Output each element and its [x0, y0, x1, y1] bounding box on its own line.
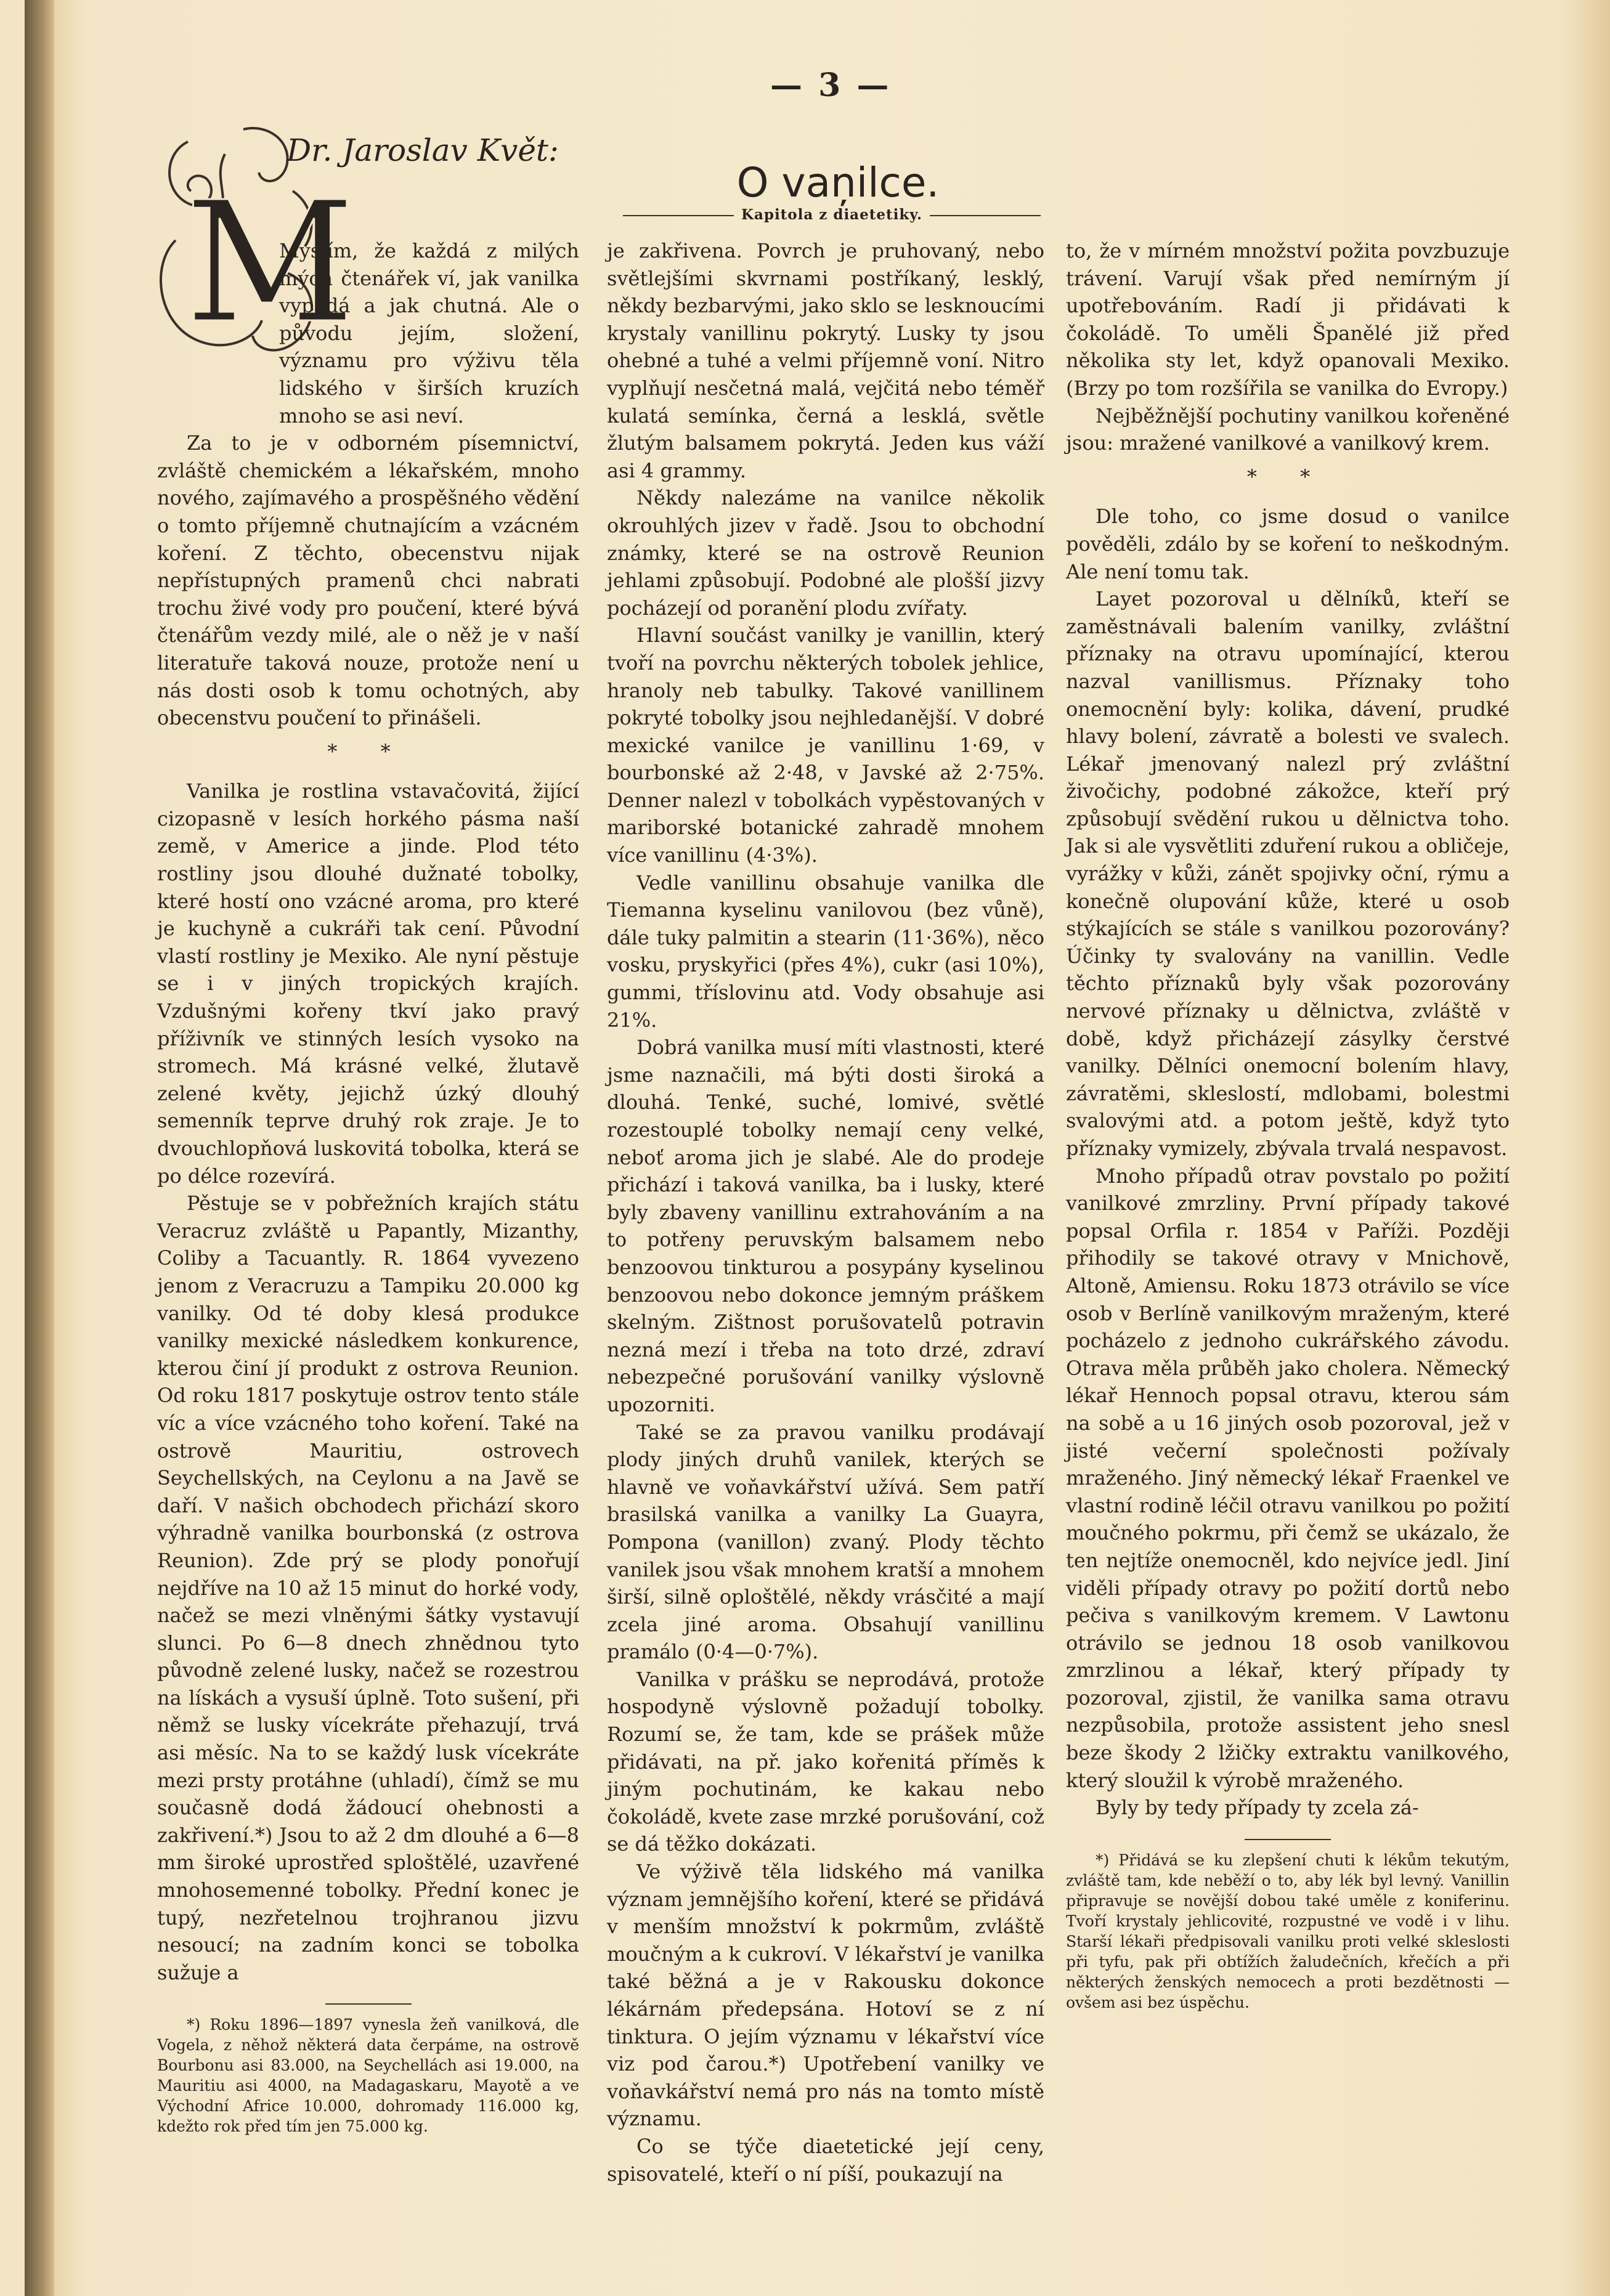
paragraph: to, že v mírném množství požita povzbuzuje trávení. Varují však před nemírným jí upotřebováním. Radí ji přidávati k čokoládě. To uměli Španělé již před několika sty let, když opanovali Mexiko. (Brzy po tom rozšířila se vanilka do Evropy.)	[1066, 239, 1510, 400]
paragraph: Dle toho, co jsme dosud o vanilce pověděli, zdálo by se koření to neškodným. Ale není tomu tak.	[1066, 505, 1510, 583]
footnote-rule	[325, 2003, 412, 2005]
page-number: — 3 —	[770, 67, 892, 104]
paragraph: Vanilka v prášku se neprodává, protože hospodyně výslovně požadují tobolky. Rozumí se, že tam, kde se prášek může přidávati, na př. jako kořenitá příměs k jiným pochutinám, ke kakau nebo čokoládě, kvete zase mrzké porušování, což se dá těžko dokázati.	[607, 1667, 1044, 1856]
binding-edge	[25, 0, 54, 2296]
column-2	[607, 237, 1044, 2188]
paragraph: Co se týče diaetetické její ceny, spisovatelé, kteří o ní píší, poukazují na	[607, 2134, 1044, 2186]
footnote: *) Přidává se ku zlepšení chuti k lékům tekutým, zvláště tam, kde neběží o to, aby lék byl levný. Vanillin připravuje se novější dobou také uměle z koniferinu. Tvoří krystaly jehlicovité, rozpustné ve vodě i v lihu. Starší lékaři předpisovali vanilku proti velké skleslosti při tyfu, pak při obtížích žaludečních, křečích a při některých ženských nemocech a proti bezdětnosti — ovšem asi bez úspěchu.	[1066, 1851, 1510, 2011]
paragraph: Nejběžnější pochutiny vanilkou kořeněné jsou: mražené vanilkové a vanilkový krem.	[1066, 404, 1510, 455]
footnote-rule	[1245, 1839, 1331, 1840]
paragraph: Také se za pravou vanilku prodávají plody jiných druhů vanilek, kterých se hlavně ve voňavkářství užívá. Sem patří brasilská vanilka a vanilky La Guayra, Pompona (vanillon) zvaný. Plody těchto vanilek jsou však mnohem kratší a mnohem širší, silně oploštělé, někdy vrásčité a mají zcela jiné aroma. Obsahují vanillinu pramálo (0·4—0·7%).	[607, 1420, 1044, 1664]
paragraph: Vanilka je rostlina vstavačovitá, žijící cizopasně v lesích horkého pásma naší země, v Americe a jinde. Plod této rostliny jsou dlouhé dužnaté tobolky, které hostí ono vzácné aroma, pro které je kuchyně a cukráři tak cení. Původní vlastí rostliny je Mexiko. Ale nyní pěstuje se i v jiných tropických krajích. Vzdušnými kořeny tkví jako pravý příživník ve stinných lesích vysoko na stromech. Má krásné velké, žlutavě zelené květy, jejichž úzký dlouhý semenník teprve druhý rok zraje. Je to dvouchlopňová luskovitá tobolka, která se po délce rozevírá.	[157, 779, 579, 1188]
column-1	[157, 237, 579, 2136]
footnote: *) Roku 1896—1897 vynesla žeň vanilková, dle Vogela, z něhož některá data čerpáme, na ostrově Bourbonu asi 83.000, na Seychellách asi 19.000, na Mauritiu asi 4000, na Madagaskaru, Mayotě a ve Východní Africe 10.000, dohromady 116.000 kg, kdežto rok před tím jen 75.000 kg.	[157, 2016, 579, 2136]
paragraph: Myslím, že každá z milých mých čtenářek ví, jak vanilka vypadá a jak chutná. Ale o původu jejím, složení, významu pro výživu těla lidského v širších kruzích mnoho se asi neví.	[279, 239, 579, 428]
paragraph: je zakřivena. Povrch je pruhovaný, nebo světlejšími skvrnami postříkaný, lesklý, někdy bezbarvými, jako sklo se lesknoucími krystaly vanillinu pokrytý. Lusky ty jsou ohebné a tuhé a velmi příjemně voní. Nitro vyplňují nesčetná malá, vejčitá nebo téměř kulatá semínka, černá a lesklá, světle žlutým balsamem pokrytá. Jeden kus váží asi 4 grammy.	[607, 239, 1044, 482]
author: Dr. Jaroslav Květ:	[287, 132, 559, 168]
article-subtitle	[598, 206, 1066, 223]
section-divider-stars: * *	[1246, 464, 1329, 489]
paragraph: Hlavní součást vanilky je vanillin, který tvoří na povrchu některých tobolek jehlice, hranoly neb tabulky. Takové vanillinem pokryté tobolky jsou nejhledanější. V dobré mexické vanilce je vanillinu 1·69, v bourbonské až 2·48, v Javské až 2·75%. Denner nalezl v tobolkách vypěstovaných v mariborské botanické zahradě mnohem více vanillinu (4·3%).	[607, 623, 1044, 867]
paragraph: Za to je v odborném písemnictví, zvláště chemickém a lékařském, mnoho nového, zajímavého a prospěšného vědění o tomto příjemně chutnajícím a vzácném koření. Z těchto, obecenstvu nijak nepřístupných pramenů chci nabrati trochu živé vody pro poučení, které bývá čtenářům vezdy milé, ale o něž je v naší literatuře taková nouze, protože není u nás dosti osob k tomu ochotných, aby obecenstvu poučení to přinášeli.	[157, 431, 579, 730]
column-3	[1066, 237, 1510, 2013]
paragraph: Byly by tedy případy ty zcela zá-	[1096, 1796, 1419, 1820]
section-divider-stars: * *	[327, 739, 409, 763]
paragraph: Dobrá vanilka musí míti vlastnosti, které jsme naznačili, má býti dosti široká a dlouhá. Tenké, suché, lomivé, světlé rozestouplé tobolky nemají ceny velké, neboť aroma jich je slabé. Ale do prodeje přichází i taková vanilka, ba i lusky, které byly zbaveny vanillinu extrahováním a na to potřeny peruvským balsamem nebo benzoovou tinkturou a posypány kyselinou benzoovou nebo dokonce jemným práškem skelným. Zištnost porušovatelů potravin nezná mezí i třeba na toto drzé, zdraví nebezpečné porušování vanilky výslovně upozorniti.	[607, 1036, 1044, 1416]
svg-text:M: M	[185, 166, 356, 360]
paragraph: Ve výživě těla lidského má vanilka význam jemnějšího koření, které se přidává v menším množství k pokrmům, zvláště moučným a k cukroví. V lékařství je vanilka také běžná a je v Rakousku dokonce lékárnám předepsána. Hotoví se z ní tinktura. O jejím významu v lékařství více viz pod čarou.*) Upotřebení vanilky ve voňavkářství nemá pro nás na tomto místě významu.	[607, 1860, 1044, 2131]
article-title: O vaņilce.	[736, 159, 940, 206]
paragraph: Vedle vanillinu obsahuje vanilka dle Tiemanna kyselinu vanilovou (bez vůně), dále tuky palmitin a stearin (11·36%), něco vosku, pryskyřici (přes 4%), cukr (asi 10%), gummi, tříslovinu atd. Vody obsahuje asi 21%.	[607, 870, 1044, 1032]
paragraph: Layet pozoroval u dělníků, kteří se zaměstnávali balením vanilky, zvláštní příznaky na otravu upomínající, kterou nazval vanillismus. Příznaky toho onemocnění byly: kolika, dávení, prudké hlavy bolení, závratě a bolesti ve svalech. Lékař jmenovaný nalezl prý zvláštní živočichy, podobné zákožce, kteří prý způsobují svědění rukou u dělnictva toho. Jak si ale vysvětliti zduření rukou a obličeje, vyrážky v kůži, zánět spojivky oční, rýmu a konečně olupování kůže, které u osob stýkajících se stále s vanilkou pozorovány? Účinky ty svalovány na vanillin. Vedle těchto příznaků byly však pozorovány nervové příznaky u dělnictva, zvláště v době, když přicházejí zásylky čerstvé vanilky. Dělníci onemocní bolením hlavy, závratěmi, skleslostí, mdlobami, bolestmi svalovými atd. a potom ještě, když tyto příznaky vymizely, zbývala trvalá nespavost.	[1066, 587, 1510, 1160]
paragraph: Někdy nalezáme na vanilce několik okrouhlých jizev v řadě. Jsou to obchodní známky, které se na ostrově Reunion jehlami způsobují. Podobné ale plošší jizvy pocházejí od poranění plodu zvířaty.	[607, 486, 1044, 620]
paragraph: Pěstuje se v pobřežních krajích státu Veracruz zvláště u Papantly, Mizanthy, Coliby a Tacuantly. R. 1864 vyvezeno jenom z Veracruzu a Tampiku 20.000 kg vanilky. Od té doby klesá produkce vanilky mexické následkem konkurence, kterou činí jí produkt z ostrova Reunion. Od roku 1817 poskytuje ostrov tento stále víc a více vzácného toho koření. Také na ostrově Mauritiu, ostrovech Seychellských, na Ceylonu a na Javě se daří. V našich obchodech přichází skoro výhradně vanilka bourbonská (z ostrova Reunion). Zde prý se plody ponořují nejdříve na 10 až 15 minut do horké vody, načež se mezi vlněnými šátky vystavují slunci. Po 6—8 dnech zhnědnou tyto původně zelené lusky, načež se rozestrou na lískách a vysuší úplně. Toto sušení, při němž se lusky vícekráte přehazují, trvá asi měsíc. Na to se každý lusk vícekráte mezi prsty protáhne (uhladí), čímž se mu současně dodá žádoucí ohebnosti a zakřivení.*) Jsou to až 2 dm dlouhé a 6—8 mm široké uprostřed sploštělé, uzavřené mnohosemenné tobolky. Přední konec je tupý, nezřetelnou trojhranou jizvu nesoucí; na zadním konci se tobolka sužuje a	[157, 1191, 579, 1984]
paragraph: Mnoho případů otrav povstalo po požití vanilkové zmrzliny. První případy takové popsal Orfila r. 1854 v Paříži. Později přihodily se takové otravy v Mnichově, Altoně, Amiensu. Roku 1873 otrávilo se více osob v Berlíně vanilkovým mraženým, které pocházelo z jednoho cukrářského závodu. Otrava měla průběh jako cholera. Německý lékař Hennoch popsal otravu, kterou sám na sobě a u 16 jiných osob pozoroval, jež v jisté večerní společnosti požívaly mraženého. Jiný německý lékař Fraenkel ve vlastní rodině léčil otravu vanilkou po požití moučného pokrmu, při čemž se ukázalo, že ten nejtíže onemocněl, kdo nejvíce jedl. Jiní viděli případy otravy po požití dortů nebo pečiva s vanilkovým kremem. V Lawtonu otrávilo se jednou 18 osob vanilkovou zmrzlinou a lékař, který případy ty pozoroval, zjistil, že vanilka sama otravu nezpůsobila, protože assistent jeho snesl beze škody 2 lžičky extraktu vanilkového, který sloužil k výrobě mraženého.	[1066, 1164, 1510, 1792]
article-subtitle-text: Kapitola z diaetetiky.	[741, 206, 923, 223]
page	[25, 0, 1610, 2296]
